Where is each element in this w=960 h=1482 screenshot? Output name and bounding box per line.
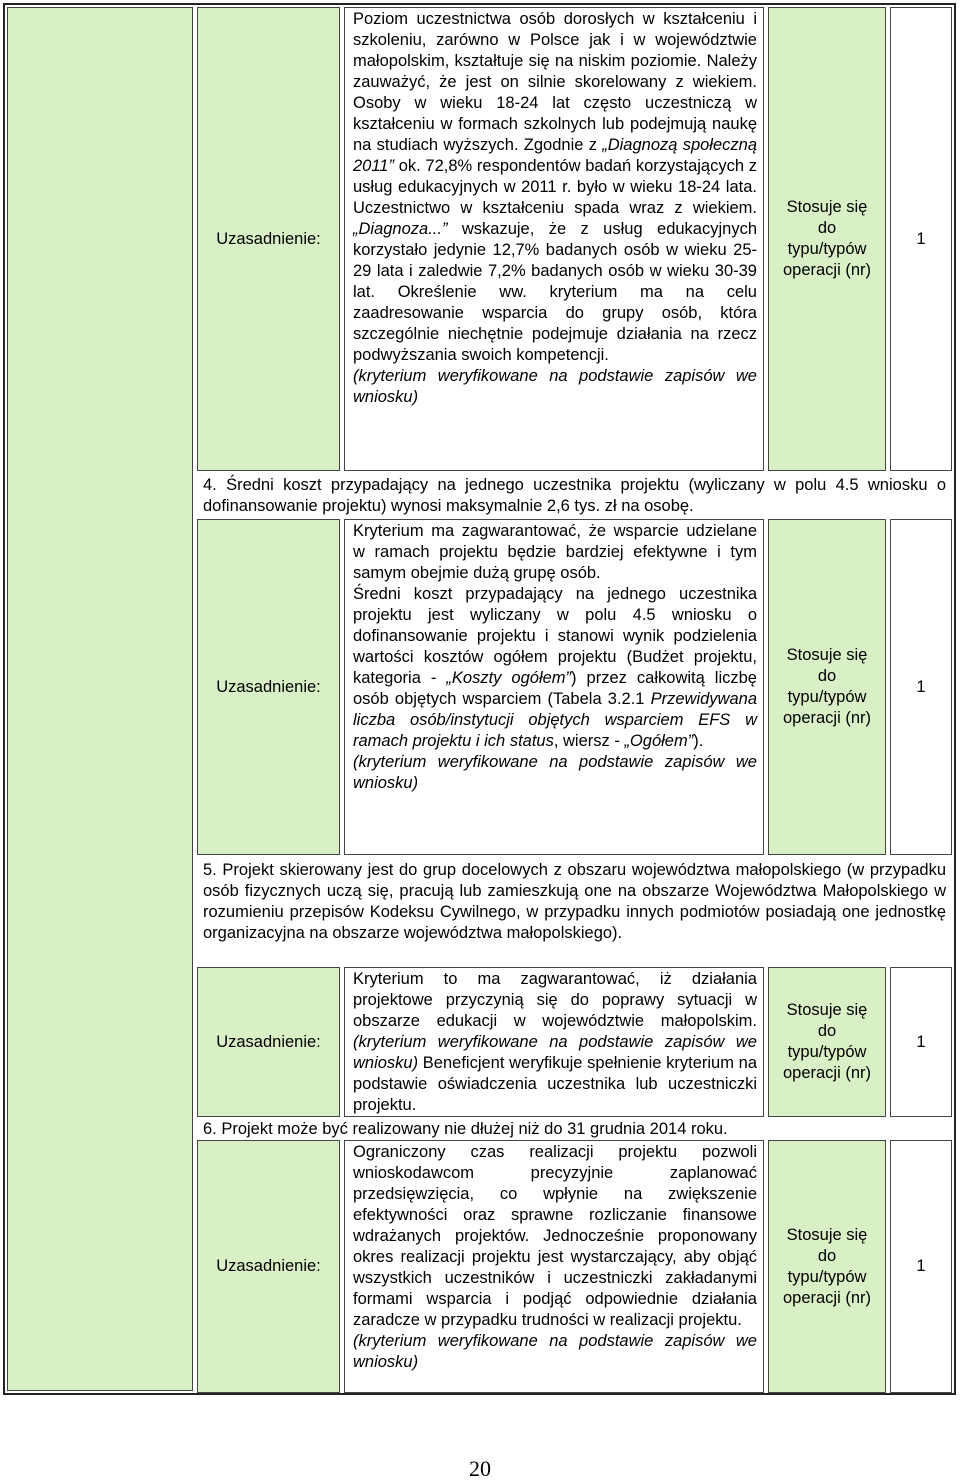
justification-paragraph: [353, 584, 757, 752]
applies-to-operation-types: [768, 967, 886, 1117]
applies-line: typu/typów: [787, 1267, 867, 1286]
justification-text: [344, 7, 764, 471]
applies-line: Stosuje się: [786, 198, 868, 216]
justification-label: Uzasadnienie:: [197, 519, 340, 855]
justification-label: Uzasadnienie:: [197, 967, 340, 1117]
score-cell: 1: [890, 7, 952, 471]
text-run: Kryterium ma zagwarantować, że wsparcie udzielane w ramach projektu będzie bardziej efektywne i tym samym obejmie dużą grupę osób.: [353, 522, 757, 582]
applies-line: operacji (nr): [782, 1064, 872, 1082]
italic-text-run: „Diagnozą społeczną 2011”: [353, 136, 757, 175]
justification-paragraph: [353, 969, 757, 1116]
italic-text-run: (kryterium weryfikowane na podstawie zapisów we wniosku): [353, 1332, 757, 1371]
justification-row: [197, 967, 952, 1117]
applies-line: typu/typów: [787, 688, 867, 706]
applies-line: do: [817, 667, 837, 685]
criterion-heading: 4. Średni koszt przypadający na jednego uczestnika projektu (wyliczany w polu 4.5 wniosku o dofinansowanie projektu) wynosi maksymalnie 2,6 tys. zł na osobę.: [203, 476, 946, 515]
justification-paragraph: [353, 1331, 757, 1373]
applies-line: Stosuje się: [786, 1001, 868, 1019]
italic-text-run: „Koszty ogółem”: [446, 669, 572, 687]
applies-line: operacji (nr): [782, 1288, 872, 1307]
justification-paragraph: [353, 366, 757, 408]
left-margin-column: [7, 7, 193, 1391]
applies-line: operacji (nr): [782, 261, 872, 279]
applies-line: Stosuje się: [786, 1225, 868, 1244]
text-run: wskazuje, że z usług edukacyjnych korzystało jedynie 12,7% badanych osób w wieku 25-29 lata i zaledwie 7,2% badanych osób w wieku 30-39 lat. Określenie ww. kryterium ma na celu zaadresowanie wsparcia do grupy osób, która szczególnie niechętnie podejmuje działania na rzecz podwyższania swoich kompetencji.: [353, 220, 757, 364]
justification-paragraph: [353, 752, 757, 794]
text-run: ).: [693, 732, 704, 750]
justification-label: Uzasadnienie:: [197, 1140, 340, 1393]
justification-row: [197, 7, 952, 471]
applies-line: Stosuje się: [786, 646, 868, 664]
text-run: Ograniczony czas realizacji projektu pozwoli wnioskodawcom precyzyjnie zaplanować przedsięwzięcia, co wpłynie na zwiększenie efektywności oraz sprawne rozliczanie finansowe wdrażanych projektów. Jednocześnie proponowany okres realizacji projektu jest wystarczający, aby objąć wszystkich uczestników i uczestniczki zakładanymi formami wsparcia i podjąć odpowiednie działania zaradcze w przypadku trudności w realizacji projektu.: [353, 1143, 757, 1329]
italic-text-run: (kryterium weryfikowane na podstawie zapisów we wniosku): [353, 367, 757, 406]
score-cell: 1: [890, 967, 952, 1117]
applies-line: operacji (nr): [782, 709, 872, 727]
applies-line: do: [817, 1022, 837, 1040]
justification-paragraph: [353, 521, 757, 584]
italic-text-run: „Ogółem”: [624, 732, 694, 750]
justification-row: [197, 1140, 952, 1393]
applies-line: typu/typów: [787, 1043, 867, 1061]
italic-text-run: Przewidywana liczba osób/instytucji objętych wsparciem EFS w ramach projektu i ich status: [353, 690, 757, 750]
justification-label: Uzasadnienie:: [197, 7, 340, 471]
justification-text: [344, 1140, 764, 1393]
applies-to-operation-types: [768, 1140, 886, 1393]
page-number: 20: [469, 1456, 491, 1481]
text-run: Beneficjent weryfikuje spełnienie kryterium na podstawie oświadczenia uczestnika lub uczestniczki projektu.: [353, 1054, 757, 1114]
applies-line: typu/typów: [787, 240, 867, 258]
italic-text-run: (kryterium weryfikowane na podstawie zapisów we wniosku): [353, 1033, 757, 1072]
justification-text: [344, 519, 764, 855]
applies-line: do: [817, 219, 837, 237]
justification-text: [344, 967, 764, 1117]
text-run: Kryterium to ma zagwarantować, iż działania projektowe przyczynią się do poprawy sytuacji w obszarze edukacji w województwie małopolskim.: [353, 970, 757, 1030]
italic-text-run: (kryterium weryfikowane na podstawie zapisów we wniosku): [353, 753, 757, 792]
criterion-heading: 5. Projekt skierowany jest do grup docelowych z obszaru województwa małopolskiego (w przypadku osób fizycznych uczą się, pracują lub zamieszkują one na obszarze Województwa Małopolskiego w rozumieniu przepisów Kodeksu Cywilnego, w przypadku innych podmiotów posiadają one jednostkę organizacyjna na obszarze województwa małopolskiego).: [203, 861, 946, 942]
text-run: ) przez całkowitą liczbę osób objętych wsparciem (Tabela 3.2.1: [353, 669, 757, 708]
text-run: , wiersz -: [553, 732, 625, 750]
italic-text-run: „Diagnoza...”: [353, 220, 448, 238]
justification-paragraph: [353, 1142, 757, 1331]
applies-line: do: [817, 1246, 837, 1265]
score-cell: 1: [890, 519, 952, 855]
justification-row: [197, 519, 952, 855]
text-run: ok. 72,8% respondentów badań korzystających z usług edukacyjnych w 2011 r. było w wieku 18-24 lata. Uczestnictwo w kształceniu spada wraz z wiekiem.: [353, 157, 757, 217]
applies-to-operation-types: [768, 7, 886, 471]
criterion-heading: 6. Projekt może być realizowany nie dłużej niż do 31 grudnia 2014 roku.: [203, 1120, 728, 1138]
applies-to-operation-types: [768, 519, 886, 855]
score-cell: 1: [890, 1140, 952, 1393]
justification-paragraph: [353, 9, 757, 366]
text-run: Poziom uczestnictwa osób dorosłych w kształceniu i szkoleniu, zarówno w Polsce jak i w województwie małopolskim, kształtuje się na niskim poziomie. Należy zauważyć, że jest on silnie skorelowany z wiekiem. Osoby w wieku 18-24 lat często uczestniczą w kształceniu w formach szkolnych lub podejmują naukę na studiach wyższych. Zgodnie z: [353, 10, 757, 154]
text-run: Średni koszt przypadający na jednego uczestnika projektu jest wyliczany w polu 4.5 wniosku o dofinansowanie projektu i stanowi wynik podzielenia wartości kosztów ogółem projektu (Budżet projektu, kategoria -: [353, 585, 757, 687]
